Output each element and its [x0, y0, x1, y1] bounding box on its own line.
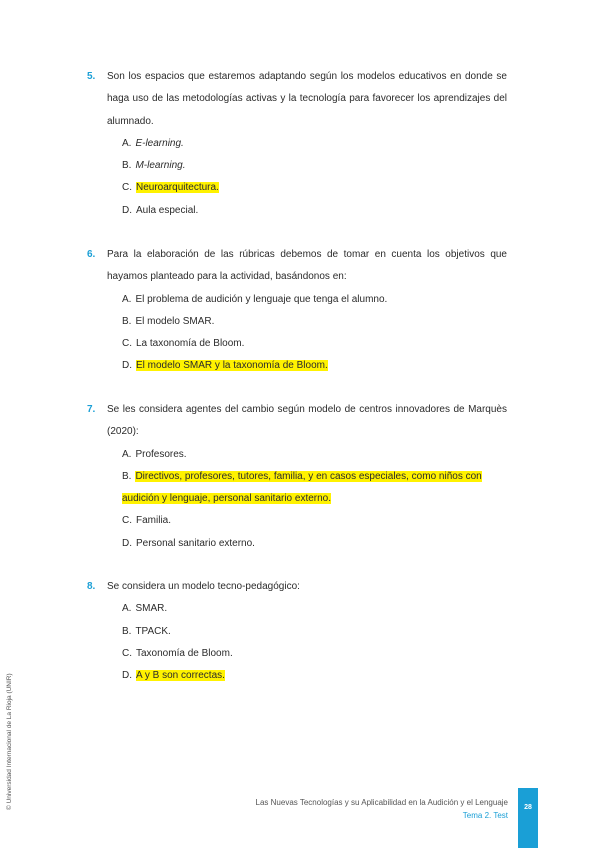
- option-letter: D.: [122, 204, 132, 216]
- option-text: El modelo SMAR.: [135, 315, 215, 327]
- highlighted-answer: Directivos, profesores, tutores, familia, y en casos especiales, como niños con audición y lenguaje, personal sanitario externo.: [122, 470, 482, 505]
- highlighted-answer: El modelo SMAR y la taxonomía de Bloom.: [136, 360, 328, 372]
- option-letter: C.: [122, 182, 132, 194]
- copyright-notice: © Universidad Internacional de La Rioja (UNIR): [6, 673, 13, 810]
- option-letter: A.: [122, 603, 132, 615]
- options-list: [122, 289, 507, 378]
- option-a: [122, 133, 507, 155]
- option-text: El problema de audición y lenguaje que tenga el alumno.: [135, 293, 388, 305]
- page-number: 28: [524, 804, 532, 811]
- question-text: Para la elaboración de las rúbricas debemos de tomar en cuenta los objetivos que hayamos planteado para la actividad, basándonos en:: [107, 249, 507, 283]
- options-list: [122, 598, 507, 687]
- option-letter: A.: [122, 293, 132, 305]
- option-letter: B.: [122, 470, 132, 482]
- option-text: Familia.: [136, 515, 172, 527]
- option-d-correct: [122, 665, 507, 687]
- option-letter: C.: [122, 647, 132, 659]
- option-a: [122, 598, 507, 620]
- option-d: [122, 200, 507, 222]
- option-text: La taxonomía de Bloom.: [136, 338, 245, 350]
- option-letter: D.: [122, 360, 132, 372]
- option-letter: B.: [122, 160, 132, 172]
- option-a: [122, 444, 507, 466]
- option-d-correct: [122, 355, 507, 377]
- options-list: [122, 133, 507, 222]
- option-d: [122, 533, 507, 555]
- option-text: Taxonomía de Bloom.: [136, 647, 233, 659]
- option-text: E-learning.: [135, 137, 184, 149]
- question-number: 6.: [87, 249, 96, 260]
- option-b: [122, 621, 507, 643]
- option-letter: D.: [122, 670, 132, 682]
- question-text: Se considera un modelo tecno-pedagógico:: [107, 581, 300, 592]
- option-letter: D.: [122, 537, 132, 549]
- option-c: [122, 643, 507, 665]
- question-6: [87, 244, 507, 378]
- question-number: 7.: [87, 404, 96, 415]
- question-number: 5.: [87, 71, 96, 82]
- page-number-tab: [518, 788, 538, 848]
- option-text: Profesores.: [135, 448, 187, 460]
- option-c-correct: [122, 177, 507, 199]
- question-8: [87, 576, 507, 687]
- highlighted-answer: A y B son correctas.: [136, 670, 225, 682]
- question-text: Se les considera agentes del cambio según modelo de centros innovadores de Marquès (2020):: [107, 404, 507, 438]
- options-list: [122, 444, 507, 555]
- option-c: [122, 333, 507, 355]
- option-a: [122, 289, 507, 311]
- footer-topic: Tema 2. Test: [462, 811, 508, 820]
- option-letter: B.: [122, 315, 132, 327]
- option-text: Personal sanitario externo.: [136, 537, 255, 549]
- option-c: [122, 510, 507, 532]
- question-text: Son los espacios que estaremos adaptando según los modelos educativos en donde se haga uso de las metodologías activas y la tecnología para favorecer los aprendizajes del alumnado.: [107, 71, 507, 127]
- highlighted-answer: Neuroarquitectura.: [136, 182, 219, 194]
- option-b: [122, 155, 507, 177]
- option-b: [122, 311, 507, 333]
- option-text: M-learning.: [135, 160, 186, 172]
- option-b-correct: [122, 466, 507, 511]
- question-5: [87, 66, 507, 222]
- option-letter: B.: [122, 625, 132, 637]
- option-letter: C.: [122, 338, 132, 350]
- option-text: SMAR.: [135, 603, 168, 615]
- option-letter: A.: [122, 448, 132, 460]
- option-letter: A.: [122, 137, 132, 149]
- option-text: Aula especial.: [136, 204, 199, 216]
- option-letter: C.: [122, 515, 132, 527]
- footer-course-title: Las Nuevas Tecnologías y su Aplicabilidad en la Audición y el Lenguaje: [255, 798, 508, 807]
- question-number: 8.: [87, 581, 96, 592]
- question-7: [87, 399, 507, 555]
- option-text: TPACK.: [135, 625, 171, 637]
